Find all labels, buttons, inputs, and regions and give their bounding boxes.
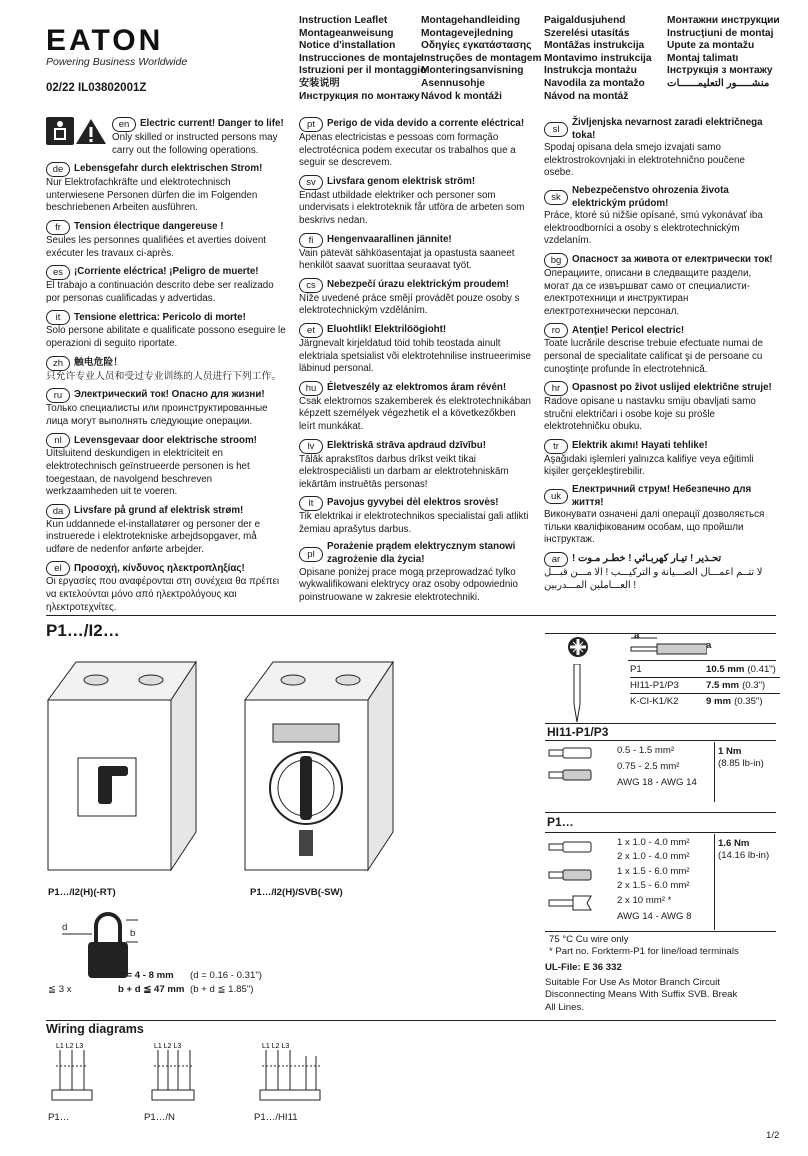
hi11-rule-top bbox=[545, 723, 776, 724]
warning-header bbox=[544, 253, 776, 268]
header-language-title: Notice d'installation bbox=[299, 40, 396, 52]
warning-body: Níže uvedené práce smějí provádět pouze osoby s elektrotechnickým vzděláním. bbox=[299, 292, 520, 317]
svg-text:L1 L2 L3: L1 L2 L3 bbox=[56, 1043, 84, 1050]
warning-block bbox=[299, 278, 531, 318]
header-language-title: Instruções de montagem bbox=[421, 52, 542, 64]
warning-block bbox=[299, 496, 531, 536]
header-language-title: Asennusohje bbox=[421, 77, 485, 89]
warning-header bbox=[46, 220, 286, 235]
warning-body: Endast utbildade elektriker och personer som undervisats i elektroteknik får utföra de arbeten som beskrivs nedan. bbox=[299, 189, 525, 226]
p1-torque: 1.6 Nm bbox=[718, 838, 750, 849]
warning-block bbox=[544, 117, 776, 180]
note-part: * Part no. Forkterm-P1 for line/load terminals bbox=[549, 946, 739, 957]
warning-block bbox=[46, 356, 286, 384]
language-badge: ro bbox=[544, 323, 568, 338]
hi11-vline bbox=[714, 742, 715, 802]
product-label-left: P1…/I2(H)(-RT) bbox=[48, 887, 116, 898]
warning-block bbox=[544, 439, 776, 479]
warning-body: Nur Elektrofachkräfte und elektrotechnisch unterwiesene Personen dürfen die im Folgenden beschriebenen Arbeiten ausführen. bbox=[46, 177, 258, 214]
language-badge: ru bbox=[46, 388, 70, 403]
warning-header bbox=[46, 561, 286, 576]
warning-title: Perigo de vida devido a corrente eléctrica! bbox=[327, 118, 525, 130]
p1-rule bbox=[545, 832, 776, 833]
header-language-title: Návod k montáži bbox=[421, 90, 502, 102]
language-badge: en bbox=[112, 117, 136, 132]
warning-body: Tik elektrikai ir elektrotechnikos specialistai gali atlikti žemiau aprašytus darbus. bbox=[299, 511, 529, 535]
warning-block bbox=[46, 220, 286, 260]
warning-body: Операциите, описани в следващите раздели, могат да се извършват само от специалисти-електротехници и инструктиран електротехнически персонал. bbox=[544, 267, 752, 317]
warning-body: Opisane poniżej prace mogą przeprowadzać tylko wykwalifikowani elektrycy oraz osoby odpowiednio poinstruowane w zakresie elektrotechniki. bbox=[299, 566, 518, 603]
screwdriver-icon bbox=[568, 664, 586, 724]
warning-body: Csak elektromos szakemberek és elektrotechnikában képzett személyek végezhetik el a következőkben leírt munkákat. bbox=[299, 395, 531, 432]
warning-block bbox=[46, 433, 286, 498]
warnings-column-1 bbox=[46, 117, 286, 619]
strip-mm: 9 mm bbox=[706, 696, 732, 707]
warning-block bbox=[46, 388, 286, 428]
header-language-title: Montavimo instrukcija bbox=[544, 52, 652, 64]
strip-model: HI11-P1/P3 bbox=[630, 680, 679, 691]
language-badge: pl bbox=[299, 547, 323, 562]
warning-block bbox=[544, 323, 776, 376]
tagline: Powering Business Worldwide bbox=[46, 56, 188, 68]
warning-header bbox=[544, 381, 776, 396]
header-language-title: Монтажни инструкции bbox=[667, 15, 780, 26]
header-language-title: Οδηγίες εγκατάστασης bbox=[421, 40, 532, 52]
warning-header bbox=[46, 310, 286, 325]
warning-body: Toate lucrările descrise trebuie efectuate numai de personal de specialitate calificat şi de persoane cu cunoştinţe profunde în electrotehnică. bbox=[544, 338, 763, 375]
warning-title: Tensione elettrica: Pericolo di morte! bbox=[74, 311, 246, 323]
language-badge: el bbox=[46, 561, 70, 576]
warning-body: Spodaj opisana dela smejo izvajati samo elektrostrokovnjaki in elektrotehnično poučene osebe. bbox=[544, 142, 745, 179]
warning-block bbox=[544, 253, 776, 318]
language-badge: uk bbox=[544, 489, 568, 504]
warning-title: 触电危险！ bbox=[74, 356, 123, 368]
header-language-title: Upute za montažu bbox=[667, 40, 755, 52]
strip-in: (0.3") bbox=[742, 680, 766, 691]
warning-block bbox=[299, 381, 531, 434]
page-number: 1/2 bbox=[766, 1130, 780, 1141]
warning-body: Виконувати означені далі операції дозволяється тільки кваліфікованим особам, що пройшли інструктаж. bbox=[544, 509, 765, 546]
warning-title: ¡Corriente eléctrica! ¡Peligro de muerte! bbox=[74, 266, 259, 278]
wire-size-row: 0.5 - 1.5 mm² bbox=[617, 745, 675, 756]
padlock-b-label: b bbox=[130, 928, 136, 939]
language-badge: lt bbox=[299, 496, 323, 511]
header-col-2 bbox=[421, 15, 542, 103]
warning-body: Aşağıdaki işlemleri yalnızca kalifiye veya eğitimli kişiler gerçekleştirebilir. bbox=[544, 453, 754, 478]
language-badge: zh bbox=[46, 356, 70, 371]
header-language-title: Инструкция по монтажу bbox=[299, 90, 420, 102]
pozidriv-icon bbox=[567, 636, 589, 658]
warning-title: Опасност за живота от електрически ток! bbox=[572, 254, 773, 266]
strip-mm: 10.5 mm bbox=[706, 664, 745, 675]
warning-body: El trabajo a continuación descrito debe ser realizado por personas cualificadas y advertidas. bbox=[46, 280, 274, 304]
warning-body: Только специалисты или проинструктированные лица могут выполнять следующие операции. bbox=[46, 403, 268, 427]
p1-rule-top bbox=[545, 812, 776, 813]
header-language-title: Istruzioni per il montaggio bbox=[299, 65, 427, 77]
language-badge: it bbox=[46, 310, 70, 325]
warning-block bbox=[46, 561, 286, 614]
language-badge: de bbox=[46, 162, 70, 177]
wire-size-row: AWG 18 - AWG 14 bbox=[617, 777, 697, 788]
warning-header bbox=[46, 162, 286, 177]
header-language-title: Montāžas instrukcija bbox=[544, 40, 645, 52]
strip-in: (0.41") bbox=[747, 664, 776, 675]
warning-title: Livsfara genom elektrisk ström! bbox=[327, 175, 476, 187]
warning-body: Kun uddannede el-installatører og personer der e instruerede i elektrotekniske arbejdsopgaver, må udføre de nedenfor anførte arbejder. bbox=[46, 518, 261, 555]
warning-header bbox=[299, 233, 531, 248]
warning-body: Seules les personnes qualifiées et averties doivent exécuter les travaux ci-après. bbox=[46, 234, 267, 259]
warning-body: Práce, ktoré sú nižšie opísané, smú vykonávať iba elektroodborníci a osoby s elektrotechnickým vzdelaním. bbox=[544, 210, 763, 247]
padlock-dim1-in: (d = 0.16 - 0.31") bbox=[190, 970, 262, 981]
header-language-title: Montageanweisung bbox=[299, 27, 394, 39]
header-language-title: Інструкція з монтажу bbox=[667, 65, 773, 77]
warning-body: Solo persone abilitate e qualificate possono eseguire le operazioni di seguito riportate. bbox=[46, 325, 286, 349]
wiring-label-3: P1…/HI11 bbox=[254, 1112, 298, 1123]
warning-header bbox=[299, 496, 531, 511]
p1-title: P1… bbox=[547, 815, 574, 829]
svg-text:L1 L2 L3: L1 L2 L3 bbox=[154, 1043, 182, 1050]
header-col-1 bbox=[299, 15, 426, 103]
warning-body: Οι εργασίες που αναφέρονται στη συνέχεια θα πρέπει να εκτελούνται μόνο από ηλεκτρολόγους και ηλεκτροτεχνίτες. bbox=[46, 576, 280, 613]
header-language-title: 安装说明 bbox=[299, 77, 340, 89]
warning-header bbox=[46, 356, 286, 371]
warning-title: Elektrik akımı! Hayati tehlike! bbox=[572, 440, 708, 452]
warning-header bbox=[544, 439, 776, 454]
hi11-title: HI11-P1/P3 bbox=[547, 725, 609, 739]
wire-size-row: 1 x 1.5 - 6.0 mm² bbox=[617, 866, 690, 878]
warning-body: 只允许专业人员和受过专业训练的人员进行下列工作。 bbox=[46, 370, 282, 382]
warning-header bbox=[299, 278, 531, 293]
p1-torque-in: (14.16 lb-in) bbox=[718, 850, 770, 861]
warning-block bbox=[299, 323, 531, 376]
wiring-label-1: P1… bbox=[48, 1112, 70, 1123]
language-badge: bg bbox=[544, 253, 568, 268]
header-language-title: Instrucţiuni de montaj bbox=[667, 27, 774, 39]
language-badge: da bbox=[46, 504, 70, 519]
strip-in: (0.35") bbox=[734, 696, 763, 707]
warning-block bbox=[46, 265, 286, 305]
header-language-title: Montagehandleiding bbox=[421, 15, 521, 26]
warning-title: Nebezpečí úrazu elektrickým proudem! bbox=[327, 278, 509, 290]
product-drawing-left bbox=[46, 660, 201, 880]
warning-header bbox=[299, 381, 531, 396]
warning-block bbox=[299, 541, 531, 604]
section-title: P1…/I2… bbox=[46, 621, 120, 640]
language-badge: nl bbox=[46, 433, 70, 448]
warning-title: Življenjska nevarnost zaradi električnega toka! bbox=[572, 117, 763, 141]
language-badge: fr bbox=[46, 220, 70, 235]
language-badge: fi bbox=[299, 233, 323, 248]
wiring-diagram-p1-n bbox=[146, 1042, 206, 1102]
warning-header bbox=[544, 323, 776, 338]
warning-body: Tālāk aprakstītos darbus drīkst veikt tikai elektrospeciālisti un darbam ar elektrotehniskām iekārtām instruētās personas! bbox=[299, 453, 509, 490]
wire-size-row: 2 x 10 mm² * bbox=[617, 895, 672, 907]
language-badge: sl bbox=[544, 122, 568, 137]
language-badge: et bbox=[299, 323, 323, 338]
header-language-title: Instrukcja montażu bbox=[544, 65, 637, 77]
wiring-divider bbox=[46, 1020, 776, 1021]
warning-block bbox=[544, 185, 776, 248]
p1-sizes bbox=[617, 836, 713, 924]
warning-header bbox=[544, 117, 776, 142]
warning-title: Lebensgefahr durch elektrischen Strom! bbox=[74, 163, 263, 175]
warning-title: Porażenie prądem elektrycznym stanowi zagrożenie dla życia! bbox=[327, 541, 516, 566]
warning-header bbox=[46, 504, 286, 519]
p1-rule-bottom bbox=[545, 931, 776, 932]
warning-header bbox=[544, 552, 776, 567]
warning-title: Atenţie! Pericol electric! bbox=[572, 324, 685, 336]
strip-a-header: a bbox=[706, 640, 712, 651]
warning-title: ! تحـذير ! تيـار كهربـائي ! خطـر مـوت bbox=[572, 553, 722, 565]
warning-title: Hengenvaarallinen jännite! bbox=[327, 233, 452, 245]
header-language-title: Monteringsanvisning bbox=[421, 65, 524, 77]
language-badge: pt bbox=[299, 117, 323, 132]
language-badge: lv bbox=[299, 439, 323, 454]
warning-title: Προσοχή, κίνδυνος ηλεκτροπληξίας! bbox=[74, 562, 245, 574]
warning-block bbox=[299, 175, 531, 228]
ul-text: Suitable For Use As Motor Branch Circuit Disconnecting Means With Suffix SVB. Break All Lines. bbox=[545, 977, 738, 1013]
strip-mm: 7.5 mm bbox=[706, 680, 740, 691]
language-badge: sv bbox=[299, 175, 323, 190]
strip-row bbox=[630, 662, 780, 678]
language-badge: cs bbox=[299, 278, 323, 293]
warning-block bbox=[46, 162, 286, 215]
warning-title: Opasnost po život uslijed električne struje! bbox=[572, 382, 772, 394]
warning-title: Eluohtlik! Elektrilöögioht! bbox=[327, 324, 447, 336]
warning-body: Only skilled or instructed persons may carry out the following operations. bbox=[112, 132, 278, 156]
header-col-3 bbox=[544, 15, 652, 103]
hi11-rule bbox=[545, 740, 776, 741]
warning-header bbox=[544, 484, 776, 509]
section-divider bbox=[46, 615, 776, 616]
padlock-dim1: d = 4 - 8 mm bbox=[118, 970, 174, 981]
strip-table-rule bbox=[628, 660, 776, 661]
strip-table bbox=[630, 662, 780, 709]
warning-block bbox=[46, 310, 286, 350]
warning-title: Electric current! Danger to life! bbox=[140, 118, 284, 130]
warning-header bbox=[299, 175, 531, 190]
padlock-qty: ≦ 3 x bbox=[48, 984, 72, 995]
warning-block bbox=[544, 381, 776, 434]
doc-number: 02/22 IL03802001Z bbox=[46, 82, 147, 94]
product-drawing-right bbox=[243, 660, 398, 880]
language-badge: es bbox=[46, 265, 70, 280]
warning-title: Livsfare på grund af elektrisk strøm! bbox=[74, 504, 244, 516]
hi11-torque-in: (8.85 lb-in) bbox=[718, 758, 764, 769]
warning-title: Életveszély az elektromos áram révén! bbox=[327, 381, 507, 393]
warning-block bbox=[299, 439, 531, 492]
header-language-title: Instrucciones de montaje bbox=[299, 52, 422, 64]
warning-block bbox=[46, 504, 286, 557]
hi11-torque: 1 Nm bbox=[718, 746, 742, 757]
warning-title: Pavojus gyvybei dėl elektros srovės! bbox=[327, 497, 499, 509]
wire-size-row: AWG 14 - AWG 8 bbox=[617, 910, 692, 922]
wire-size-row: 2 x 1.5 - 6.0 mm² bbox=[617, 879, 690, 891]
warning-body: لا تتــم اعمـــال الصـــيانة و التركيـــب ! الا مـــن قبـــل العـــاملين المـــدربين ! bbox=[544, 567, 763, 591]
header-language-title: Návod na montáž bbox=[544, 90, 629, 102]
warning-block bbox=[544, 552, 776, 592]
warning-header bbox=[46, 388, 286, 403]
warning-title: Электрический ток! Опасно для жизни! bbox=[74, 389, 265, 401]
language-badge: hu bbox=[299, 381, 323, 396]
warning-title: Tension électrique dangereuse ! bbox=[74, 221, 224, 233]
wiring-title: Wiring diagrams bbox=[46, 1022, 144, 1036]
ferrule-icons-hi11 bbox=[547, 746, 611, 786]
warning-header bbox=[46, 265, 286, 280]
warning-block bbox=[46, 117, 286, 157]
warning-body: Vain pätevät sähköasentajat ja opastusta saaneet henkilöt saavat suorittaa seuraavat työt. bbox=[299, 247, 515, 272]
warning-block bbox=[299, 233, 531, 273]
wire-size-row: 0.75 - 2.5 mm² bbox=[617, 761, 680, 772]
strip-model: K-CI-K1/K2 bbox=[630, 696, 679, 707]
header-language-title: Paigaldusjuhend bbox=[544, 15, 626, 26]
warning-body: Uitsluitend deskundigen in elektriciteit en elektrotechnisch geïnstrueerde personen is het toegestaan, de navolgend beschreven werkzaamheden uit te voeren. bbox=[46, 448, 250, 498]
wiring-label-2: P1…/N bbox=[144, 1112, 175, 1123]
strip-a-small: a bbox=[634, 630, 640, 641]
header-language-title: Szerelési utasítás bbox=[544, 27, 630, 39]
ul-file: UL-File: E 36 332 bbox=[545, 962, 622, 973]
wire-size-row: 2 x 1.0 - 4.0 mm² bbox=[617, 850, 690, 862]
header-language-title: Montagevejledning bbox=[421, 27, 514, 39]
header-col-4 bbox=[667, 15, 780, 91]
padlock-dim2: b + d ≦ 47 mm bbox=[118, 984, 185, 995]
header-language-title: Navodila za montažo bbox=[544, 77, 645, 89]
warning-title: Nebezpečenstvo ohrozenia života elektrickým prúdom! bbox=[572, 184, 729, 209]
warning-title: Elektriskā strāva apdraud dzīvību! bbox=[327, 439, 486, 451]
warning-header bbox=[544, 185, 776, 210]
product-label-right: P1…/I2(H)/SVB(-SW) bbox=[250, 887, 343, 898]
warning-body: Radove opisane u nastavku smiju obavljati samo stručni električari i osobe koje su prošle elektrotehničku obuku. bbox=[544, 396, 756, 433]
warning-block bbox=[544, 484, 776, 547]
language-badge: ar bbox=[544, 552, 568, 567]
warning-header bbox=[299, 439, 531, 454]
warning-title: Levensgevaar door elektrische stroom! bbox=[74, 434, 257, 446]
warning-header bbox=[299, 323, 531, 338]
warning-title: Електричний струм! Небезпечно для життя! bbox=[572, 484, 752, 508]
wire-size-row: 1 x 1.0 - 4.0 mm² bbox=[617, 837, 690, 848]
language-badge: hr bbox=[544, 381, 568, 396]
strip-model: P1 bbox=[630, 664, 642, 675]
warning-header bbox=[299, 117, 531, 132]
language-badge: sk bbox=[544, 190, 568, 205]
language-badge: tr bbox=[544, 439, 568, 454]
padlock-dim2-in: (b + d ≦ 1.85") bbox=[190, 984, 254, 995]
hi11-sizes bbox=[617, 744, 713, 790]
padlock-d-label: d bbox=[62, 922, 68, 933]
p1-vline bbox=[714, 834, 715, 930]
header-language-title: Instruction Leaflet bbox=[299, 15, 388, 26]
svg-text:L1 L2 L3: L1 L2 L3 bbox=[262, 1043, 290, 1050]
warning-header bbox=[112, 117, 286, 132]
wiring-diagram-p1-hi11 bbox=[254, 1042, 324, 1102]
note-cu: 75 °C Cu wire only bbox=[549, 934, 629, 945]
wiring-diagram-p1 bbox=[46, 1042, 106, 1102]
warnings-column-2 bbox=[299, 117, 531, 609]
ferrule-icons-p1 bbox=[547, 838, 611, 918]
eaton-logo: EATON bbox=[46, 24, 164, 57]
warning-body: Järgnevalt kirjeldatud töid tohib teostada ainult elektriala spetsialist või elektrotehnilise instrueerimise läbinud personal. bbox=[299, 337, 531, 375]
warning-block bbox=[299, 117, 531, 170]
warning-header bbox=[299, 541, 531, 566]
strip-row bbox=[630, 678, 780, 694]
warning-body: Apenas electricistas e pessoas com formação electrotécnica podem executar os trabalhos que a seguir se descrevem. bbox=[299, 132, 516, 169]
header-language-title: منشـــــور التعليمــــــات bbox=[667, 77, 770, 89]
header-language-title: Montaj talimatı bbox=[667, 52, 739, 64]
warnings-column-3 bbox=[544, 117, 776, 597]
strip-row bbox=[630, 694, 780, 709]
warning-header bbox=[46, 433, 286, 448]
